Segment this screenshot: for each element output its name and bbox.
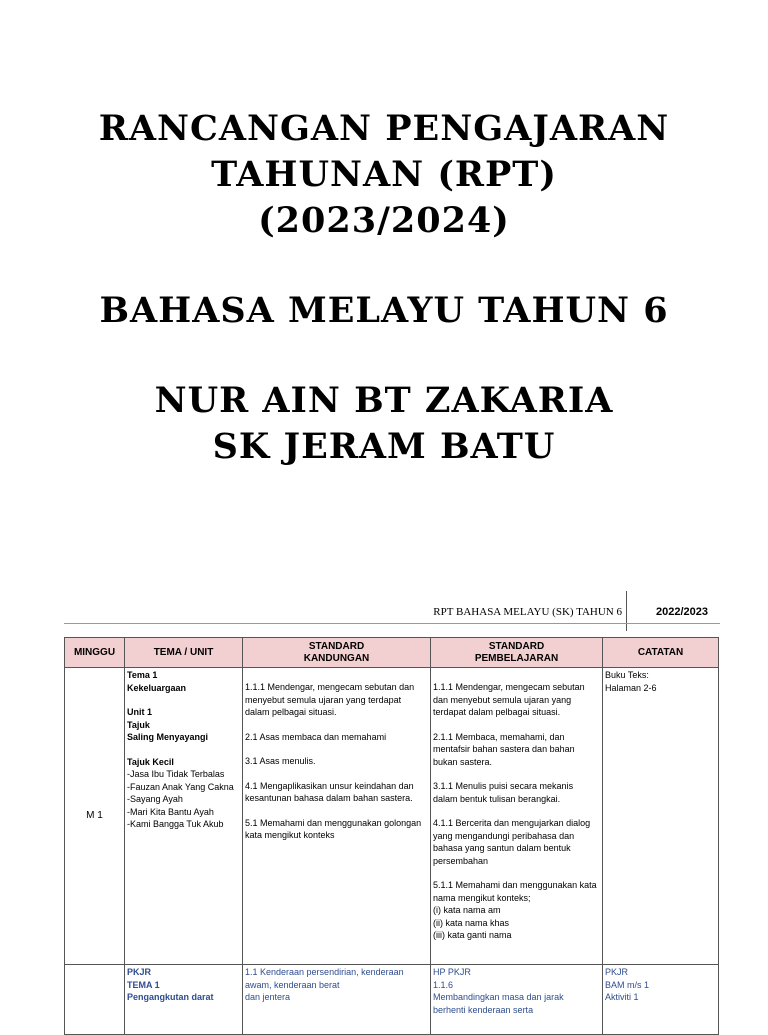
catatan-line: Halaman 2-6 [605, 682, 657, 693]
standard-pembelajaran-cell [431, 965, 603, 1035]
catatan-cell [603, 668, 719, 965]
header-standard-kandungan [243, 638, 431, 668]
tema-name: Kekeluargaan [127, 682, 187, 693]
header-tema-unit: TEMA / UNIT [125, 638, 243, 668]
cover-school: SK JERAM BATU [212, 426, 556, 467]
tajuk-name: Saling Menyayangi [127, 732, 209, 742]
tajuk-kecil-item: -Kami Bangga Tuk Akub [127, 819, 224, 829]
sp-item: 1.1.1 Mendengar, mengecam sebutan dan menyebut semula ujaran yang terdapat dalam pelbagai situasi. [433, 682, 585, 717]
pkjr-tema-name: Pengangkutan darat [127, 992, 214, 1002]
pkjr-label: PKJR [127, 967, 152, 977]
tajuk-kecil-label: Tajuk Kecil [127, 756, 174, 767]
header-year: 2022/2023 [656, 606, 708, 618]
pkjr-tema: TEMA 1 [127, 979, 160, 990]
catatan-line: Buku Teks: [605, 670, 649, 680]
header-rule [64, 623, 720, 624]
tema-label: Tema 1 [127, 670, 158, 680]
standard-pembelajaran-cell [431, 668, 603, 965]
sk-line: 1.1 Kenderaan persendirian, kenderaan [245, 967, 404, 977]
cover-title-line3: (2023/2024) [258, 200, 510, 241]
header-sk-line2: KANDUNGAN [303, 652, 370, 664]
tema-cell [125, 668, 243, 965]
tema-cell [125, 965, 243, 1035]
sk-line: dan jentera [245, 992, 291, 1002]
sk-item: 1.1.1 Mendengar, mengecam sebutan dan menyebut semula ujaran yang terdapat dalam pelbagai situasi. [245, 682, 415, 717]
header-standard-pembelajaran [431, 638, 603, 668]
sp-line: Membandingkan masa dan jarak [433, 992, 564, 1002]
tajuk-kecil-item: -Fauzan Anak Yang Cakna [127, 781, 234, 792]
sk-line: awam, kenderaan berat [245, 979, 340, 990]
cover-title [0, 106, 768, 244]
sk-item: 2.1 Asas membaca dan memahami [245, 731, 387, 742]
sk-item: 5.1 Memahami dan menggunakan golongan kata mengikut konteks [245, 817, 422, 840]
tajuk-label: Tajuk [127, 719, 150, 730]
catatan-line: Aktiviti 1 [605, 992, 639, 1002]
tajuk-kecil-item: -Mari Kita Bantu Ayah [127, 806, 214, 817]
unit-label: Unit 1 [127, 707, 153, 717]
table-row [65, 668, 719, 965]
table-row [65, 965, 719, 1035]
header-subject: RPT BAHASA MELAYU (SK) TAHUN 6 [433, 606, 622, 618]
sp-line: berhenti kenderaan serta [433, 1004, 534, 1015]
sk-item: 4.1 Mengaplikasikan unsur keindahan dan kesantunan bahasa dalam bahan sastera. [245, 780, 414, 803]
catatan-line: BAM m/s 1 [605, 979, 650, 990]
cover-title-line1: RANCANGAN PENGAJARAN [98, 108, 670, 149]
header-sp-line1: STANDARD [488, 640, 545, 652]
catatan-cell [603, 965, 719, 1035]
standard-kandungan-cell [243, 965, 431, 1035]
header-sk-line1: STANDARD [308, 640, 365, 652]
header-divider [626, 591, 627, 631]
sp-item: 3.1.1 Menulis puisi secara mekanis dalam bentuk tulisan berangkai. [433, 781, 574, 804]
sp-subitem: (iii) kata ganti nama [433, 930, 512, 940]
rpt-table [64, 637, 719, 1035]
header-catatan: CATATAN [603, 638, 719, 668]
tajuk-kecil-item: -Sayang Ayah [127, 794, 183, 804]
sp-line: 1.1.6 [433, 979, 454, 990]
cover-title-line2: TAHUNAN (RPT) [211, 154, 557, 195]
sp-subitem: (i) kata nama am [433, 905, 501, 915]
table-header-row [65, 638, 719, 668]
sp-item: 5.1.1 Memahami dan menggunakan kata nama mengikut konteks; [433, 880, 597, 903]
cover-author-block [0, 378, 768, 470]
sk-item: 3.1 Asas menulis. [245, 756, 316, 766]
sp-item: 4.1.1 Bercerita dan mengujarkan dialog yang mengandungi peribahasa dan bahasa yang santun dalam bentuk persembahan [433, 818, 591, 866]
header-sp-line2: PEMBELAJARAN [474, 652, 559, 664]
tajuk-kecil-item: -Jasa Ibu Tidak Terbalas [127, 769, 225, 779]
catatan-line: PKJR [605, 967, 629, 977]
cover-teacher: NUR AIN BT ZAKARIA [154, 380, 614, 421]
sp-item: 2.1.1 Membaca, memahami, dan mentafsir bahan sastera dan bahan bukan sastera. [433, 731, 575, 767]
standard-kandungan-cell [243, 668, 431, 965]
sp-subitem: (ii) kata nama khas [433, 917, 510, 928]
header-minggu: MINGGU [65, 638, 125, 668]
week-cell-empty [65, 965, 125, 1035]
cover-subject: BAHASA MELAYU TAHUN 6 [99, 290, 669, 331]
week-cell: M 1 [65, 668, 125, 965]
sp-line: HP PKJR [433, 967, 471, 977]
